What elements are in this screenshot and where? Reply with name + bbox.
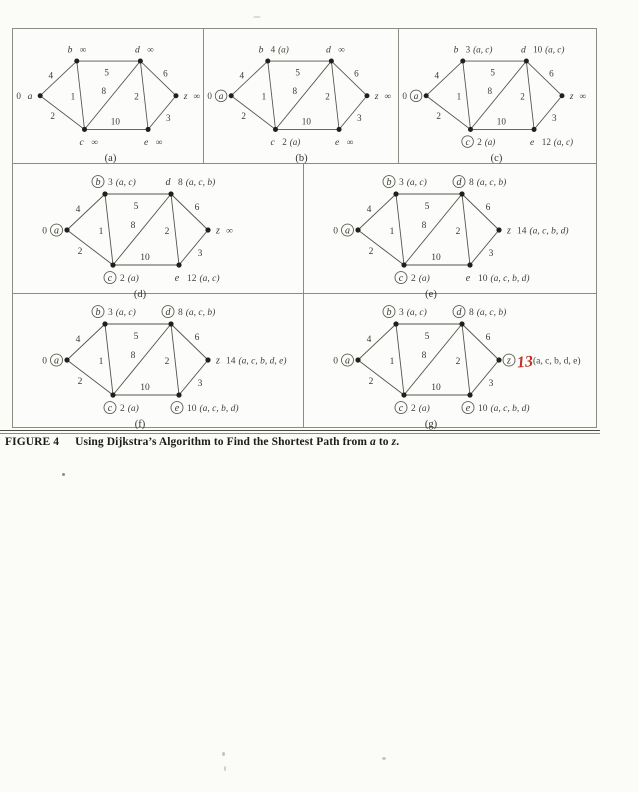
edge-weight-d-e: 2 xyxy=(520,91,525,102)
edge-weight-d-z: 6 xyxy=(549,68,554,79)
distance-label-a: 0 xyxy=(333,226,338,237)
edge-weight-a-b: 4 xyxy=(366,205,372,215)
vertex-dot-e xyxy=(467,262,472,267)
vertex-dot-z xyxy=(205,227,210,232)
vertex-letter-b: b xyxy=(95,307,101,318)
graph-panel-g xyxy=(333,298,581,418)
edge-d-e xyxy=(526,61,534,129)
handwritten-correction-z: 13 xyxy=(516,353,534,372)
panel-d-label: (d) xyxy=(133,289,147,300)
vertex-dot-e xyxy=(176,392,181,397)
vertex-dot-a xyxy=(355,227,360,232)
figure-number-label: FIGURE 4 xyxy=(5,436,60,448)
distance-label-c: 2 (a) xyxy=(282,136,301,147)
edge-weight-c-d: 8 xyxy=(487,85,493,96)
edge-weight-e-z: 3 xyxy=(488,249,494,259)
panel-f-label: (f) xyxy=(134,419,146,430)
vertex-dot-e xyxy=(467,392,472,397)
edge-weight-b-c: 1 xyxy=(456,91,462,102)
vertex-dot-c xyxy=(401,262,406,267)
vertex-dot-d xyxy=(168,191,173,196)
graph-svg-e xyxy=(333,168,569,288)
vertex-letter-b: b xyxy=(386,307,392,318)
vertex-dot-z xyxy=(496,227,501,232)
scan-speck xyxy=(62,473,65,476)
distance-label-d: 8 (a, c, b) xyxy=(469,308,507,318)
graph-panel-b xyxy=(207,36,393,152)
vertex-dot-a xyxy=(64,357,69,362)
panel-e-label: (e) xyxy=(425,289,437,300)
panel-g-cell xyxy=(304,294,596,430)
vertex-dot-d xyxy=(459,321,464,326)
vertex-letter-z: z xyxy=(569,91,574,103)
vertex-dot-e xyxy=(337,127,342,132)
graph-panel-a xyxy=(16,36,202,152)
distance-label-b: 3 (a, c) xyxy=(108,178,136,188)
caption-text-3: . xyxy=(396,436,400,448)
distance-label-z: ∞ xyxy=(579,91,586,102)
distance-label-d: 8 (a, c, b) xyxy=(469,178,507,188)
edge-weight-a-b: 4 xyxy=(434,70,440,81)
distance-label-z: ∞ xyxy=(226,226,233,237)
vertex-dot-a xyxy=(424,93,429,98)
edge-a-c xyxy=(358,360,404,395)
scan-speck xyxy=(253,16,261,18)
edge-d-z xyxy=(462,194,499,230)
distance-label-e: ∞ xyxy=(155,136,163,147)
vertex-letter-a: a xyxy=(54,355,59,367)
distance-label-e: 10 (a, c, b, d) xyxy=(478,404,530,414)
distance-label-c: 2 (a) xyxy=(120,274,139,284)
edge-weight-b-d: 5 xyxy=(424,202,430,212)
distance-label-e: 10 (a, c, b, d) xyxy=(478,274,530,284)
edge-weight-b-c: 1 xyxy=(389,357,395,367)
edge-weight-c-e: 10 xyxy=(431,383,441,393)
vertex-letter-c: c xyxy=(79,136,84,148)
scan-speck xyxy=(222,752,225,756)
distance-label-d: 10 (a, c) xyxy=(533,44,565,55)
vertex-dot-a xyxy=(64,227,69,232)
graph-svg-b xyxy=(207,36,393,152)
edge-b-c xyxy=(268,61,276,129)
edge-b-c xyxy=(105,324,113,395)
vertex-letter-d: d xyxy=(165,307,171,318)
vertex-dot-c xyxy=(110,392,115,397)
edge-b-c xyxy=(396,324,404,395)
edge-weight-d-z: 6 xyxy=(194,333,200,343)
edge-weight-c-e: 10 xyxy=(140,253,150,263)
edge-weight-c-e: 10 xyxy=(301,116,311,127)
edge-a-b xyxy=(67,324,105,360)
vertex-dot-e xyxy=(532,127,537,132)
graph-panel-c xyxy=(402,36,588,152)
edge-weight-d-e: 2 xyxy=(455,227,461,237)
edge-weight-d-e: 2 xyxy=(455,357,461,367)
caption-text-2: to xyxy=(375,436,392,448)
edge-d-e xyxy=(462,194,470,265)
distance-label-a: 0 xyxy=(402,91,407,102)
distance-label-e: 10 (a, c, b, d) xyxy=(187,404,239,414)
edge-weight-d-z: 6 xyxy=(354,68,359,79)
vertex-dot-c xyxy=(273,127,278,132)
graph-svg-c xyxy=(402,36,588,152)
edge-weight-e-z: 3 xyxy=(166,112,171,123)
edge-weight-d-z: 6 xyxy=(163,68,168,79)
edge-d-z xyxy=(140,61,176,96)
vertex-letter-b: b xyxy=(67,44,73,56)
edge-a-b xyxy=(358,324,396,360)
vertex-dot-z xyxy=(559,93,564,98)
vertex-dot-z xyxy=(205,357,210,362)
caption-var-z: z xyxy=(391,436,397,448)
vertex-dot-b xyxy=(460,59,465,64)
edge-a-c xyxy=(358,230,404,265)
panel-b-cell xyxy=(204,29,399,163)
vertex-letter-d: d xyxy=(135,44,140,56)
vertex-letter-d: d xyxy=(326,44,331,56)
edge-e-z xyxy=(339,96,367,130)
edge-weight-c-e: 10 xyxy=(496,116,506,127)
edge-weight-b-c: 1 xyxy=(98,227,104,237)
graph-svg-a xyxy=(16,36,202,152)
vertex-dot-d xyxy=(168,321,173,326)
edge-weight-b-d: 5 xyxy=(424,332,430,342)
vertex-dot-b xyxy=(102,321,107,326)
vertex-letter-d: d xyxy=(521,44,526,56)
distance-label-b: 3 (a, c) xyxy=(399,308,427,318)
vertex-letter-e: e xyxy=(143,136,149,148)
edge-weight-c-d: 8 xyxy=(421,351,427,361)
vertex-dot-d xyxy=(138,59,143,64)
distance-label-c: 2 (a) xyxy=(120,404,139,414)
edge-weight-a-c: 2 xyxy=(436,110,441,121)
distance-label-c: ∞ xyxy=(91,136,98,147)
panel-a-cell xyxy=(13,29,204,163)
vertex-dot-a xyxy=(355,357,360,362)
edge-weight-e-z: 3 xyxy=(197,249,203,259)
edge-weight-b-d: 5 xyxy=(133,202,139,212)
edge-b-c xyxy=(105,194,113,265)
vertex-letter-b: b xyxy=(386,177,392,188)
figure-row-3 xyxy=(13,294,596,430)
vertex-letter-c: c xyxy=(398,273,404,284)
vertex-letter-a: a xyxy=(413,91,419,103)
vertex-dot-b xyxy=(74,59,79,64)
vertex-dot-a xyxy=(38,93,43,98)
vertex-letter-a: a xyxy=(345,355,350,367)
edge-a-c xyxy=(40,96,84,130)
vertex-letter-e: e xyxy=(529,136,535,148)
vertex-letter-c: c xyxy=(398,403,404,414)
vertex-dot-b xyxy=(102,191,107,196)
edge-d-e xyxy=(171,324,179,395)
vertex-dot-d xyxy=(459,191,464,196)
edge-weight-d-z: 6 xyxy=(485,333,491,343)
vertex-letter-c: c xyxy=(107,273,113,284)
edge-weight-c-e: 10 xyxy=(431,253,441,263)
edge-weight-d-e: 2 xyxy=(134,91,139,102)
distance-label-z: 14 (a, c, b, d, e) xyxy=(226,356,287,367)
graph-svg-d xyxy=(42,168,235,288)
vertex-letter-c: c xyxy=(465,136,470,148)
caption-divider-rule xyxy=(0,430,600,434)
distance-label-b: 3 (a, c) xyxy=(108,308,136,318)
scan-speck xyxy=(382,757,386,760)
edge-e-z xyxy=(179,360,208,395)
edge-a-c xyxy=(67,230,113,265)
edge-e-z xyxy=(470,230,499,265)
panel-a-label: (a) xyxy=(104,152,117,164)
distance-label-a: 0 xyxy=(333,356,338,367)
distance-label-z: ∞ xyxy=(384,91,391,102)
edge-weight-e-z: 3 xyxy=(488,379,494,389)
vertex-letter-z: z xyxy=(183,91,188,103)
edge-weight-b-d: 5 xyxy=(104,67,109,78)
edge-weight-b-d: 5 xyxy=(490,67,495,78)
graph-panel-d xyxy=(42,168,235,288)
path-label-z: (a, c, b, d, e) xyxy=(533,356,581,367)
graph-svg-g xyxy=(333,298,581,418)
panel-g-label: (g) xyxy=(424,419,438,430)
edge-b-c xyxy=(396,194,404,265)
edge-b-c xyxy=(463,61,471,129)
vertex-letter-z: z xyxy=(374,91,379,103)
edge-e-z xyxy=(148,96,176,130)
edge-weight-a-c: 2 xyxy=(50,110,55,121)
figure-grid xyxy=(12,28,597,428)
panel-f-cell xyxy=(13,294,304,430)
vertex-dot-e xyxy=(146,127,151,132)
edge-weight-a-b: 4 xyxy=(239,70,245,81)
vertex-letter-e: e xyxy=(174,273,180,284)
vertex-letter-b: b xyxy=(453,44,459,56)
edge-weight-a-c: 2 xyxy=(368,377,374,387)
edge-weight-b-c: 1 xyxy=(70,91,76,102)
edge-weight-a-b: 4 xyxy=(366,335,372,345)
figure-caption xyxy=(5,436,625,448)
edge-d-e xyxy=(331,61,339,129)
edge-a-c xyxy=(426,96,470,130)
distance-label-c: 2 (a) xyxy=(411,404,430,414)
vertex-letter-a: a xyxy=(345,225,350,237)
edge-d-e xyxy=(171,194,179,265)
vertex-dot-b xyxy=(393,191,398,196)
edge-weight-b-d: 5 xyxy=(133,332,139,342)
edge-a-c xyxy=(67,360,113,395)
edge-a-b xyxy=(426,61,463,96)
edge-d-z xyxy=(526,61,562,96)
edge-weight-c-d: 8 xyxy=(292,85,298,96)
edge-weight-d-e: 2 xyxy=(164,357,170,367)
edge-e-z xyxy=(534,96,562,130)
vertex-dot-b xyxy=(393,321,398,326)
vertex-dot-c xyxy=(110,262,115,267)
vertex-letter-b: b xyxy=(258,44,264,56)
edge-weight-d-e: 2 xyxy=(325,91,330,102)
distance-label-c: 2 (a) xyxy=(477,136,496,147)
edge-weight-a-b: 4 xyxy=(75,335,81,345)
edge-weight-c-e: 10 xyxy=(140,383,150,393)
edge-weight-b-c: 1 xyxy=(98,357,104,367)
vertex-letter-d: d xyxy=(456,177,462,188)
vertex-dot-a xyxy=(229,93,234,98)
vertex-letter-b: b xyxy=(95,177,101,188)
vertex-letter-e: e xyxy=(465,273,471,284)
graph-panel-e xyxy=(333,168,569,288)
distance-label-d: 8 (a, c, b) xyxy=(178,308,216,318)
vertex-dot-b xyxy=(265,59,270,64)
distance-label-e: ∞ xyxy=(346,136,354,147)
edge-weight-a-c: 2 xyxy=(368,247,374,257)
vertex-letter-c: c xyxy=(107,403,113,414)
figure-row-1 xyxy=(13,29,596,164)
distance-label-d: 8 (a, c, b) xyxy=(178,178,216,188)
edge-d-z xyxy=(171,194,208,230)
edge-a-b xyxy=(358,194,396,230)
vertex-dot-z xyxy=(173,93,178,98)
edge-weight-a-c: 2 xyxy=(77,377,83,387)
vertex-letter-z: z xyxy=(507,225,511,237)
edge-weight-a-b: 4 xyxy=(48,70,54,81)
vertex-letter-z: z xyxy=(216,355,220,367)
vertex-letter-z: z xyxy=(216,225,220,237)
distance-label-e: 12 (a, c) xyxy=(541,136,574,147)
panel-d-cell xyxy=(13,164,304,300)
distance-label-b: 4 (a) xyxy=(270,44,289,55)
edge-weight-b-c: 1 xyxy=(261,91,267,102)
vertex-letter-a: a xyxy=(218,91,224,103)
edge-d-z xyxy=(331,61,367,96)
edge-d-z xyxy=(171,324,208,360)
edge-weight-d-z: 6 xyxy=(485,203,491,213)
edge-a-b xyxy=(67,194,105,230)
edge-a-c xyxy=(231,96,275,130)
vertex-dot-d xyxy=(329,59,334,64)
vertex-dot-e xyxy=(176,262,181,267)
edge-e-z xyxy=(470,360,499,395)
distance-label-b: 3 (a, c) xyxy=(465,44,493,55)
edge-a-b xyxy=(40,61,77,96)
edge-b-c xyxy=(77,61,85,129)
panel-c-label: (c) xyxy=(490,152,503,164)
vertex-letter-z: z xyxy=(507,355,511,367)
panel-b-label: (b) xyxy=(295,152,308,164)
panel-e-cell xyxy=(304,164,596,300)
figure-row-2 xyxy=(13,164,596,300)
edge-weight-a-c: 2 xyxy=(241,110,246,121)
edge-weight-a-c: 2 xyxy=(77,247,83,257)
caption-var-a: a xyxy=(370,436,376,448)
vertex-letter-d: d xyxy=(456,307,462,318)
edge-weight-d-z: 6 xyxy=(194,203,200,213)
vertex-letter-e: e xyxy=(334,136,340,148)
edge-weight-c-d: 8 xyxy=(101,85,107,96)
edge-weight-b-c: 1 xyxy=(389,227,395,237)
vertex-dot-d xyxy=(524,59,529,64)
vertex-dot-c xyxy=(401,392,406,397)
edge-weight-e-z: 3 xyxy=(357,112,362,123)
edge-weight-d-e: 2 xyxy=(164,227,170,237)
distance-label-d: ∞ xyxy=(338,44,345,55)
distance-label-a: 0 xyxy=(42,356,47,367)
edge-weight-c-d: 8 xyxy=(421,221,427,231)
distance-label-c: 2 (a) xyxy=(411,274,430,284)
edge-weight-e-z: 3 xyxy=(552,112,557,123)
graph-svg-f xyxy=(42,298,287,418)
vertex-letter-a: a xyxy=(27,91,33,103)
edge-d-z xyxy=(462,324,499,360)
distance-label-d: ∞ xyxy=(147,44,154,55)
vertex-letter-d: d xyxy=(165,177,171,188)
distance-label-e: 12 (a, c) xyxy=(187,274,220,284)
distance-label-a: 0 xyxy=(16,91,21,102)
distance-label-z: ∞ xyxy=(193,91,200,102)
distance-label-a: 0 xyxy=(207,91,212,102)
caption-text-1: Using Dijkstra’s Algorithm to Find the Shortest Path from xyxy=(75,436,371,448)
scan-speck xyxy=(224,766,226,771)
edge-d-e xyxy=(462,324,470,395)
edge-weight-c-d: 8 xyxy=(130,221,136,231)
vertex-letter-e: e xyxy=(465,403,471,414)
panel-c-cell xyxy=(399,29,596,163)
edge-weight-c-e: 10 xyxy=(110,116,120,127)
vertex-letter-c: c xyxy=(270,136,275,148)
vertex-dot-z xyxy=(496,357,501,362)
vertex-letter-e: e xyxy=(174,403,180,414)
vertex-dot-z xyxy=(364,93,369,98)
edge-a-b xyxy=(231,61,268,96)
edge-d-e xyxy=(140,61,148,129)
distance-label-b: ∞ xyxy=(79,44,87,55)
vertex-dot-c xyxy=(468,127,473,132)
edge-weight-e-z: 3 xyxy=(197,379,203,389)
vertex-dot-c xyxy=(82,127,87,132)
vertex-letter-a: a xyxy=(54,225,59,237)
distance-label-z: 14 (a, c, b, d) xyxy=(517,226,569,237)
distance-label-a: 0 xyxy=(42,226,47,237)
distance-label-b: 3 (a, c) xyxy=(399,178,427,188)
graph-panel-f xyxy=(42,298,287,418)
edge-weight-c-d: 8 xyxy=(130,351,136,361)
edge-weight-a-b: 4 xyxy=(75,205,81,215)
edge-weight-b-d: 5 xyxy=(295,67,300,78)
edge-e-z xyxy=(179,230,208,265)
